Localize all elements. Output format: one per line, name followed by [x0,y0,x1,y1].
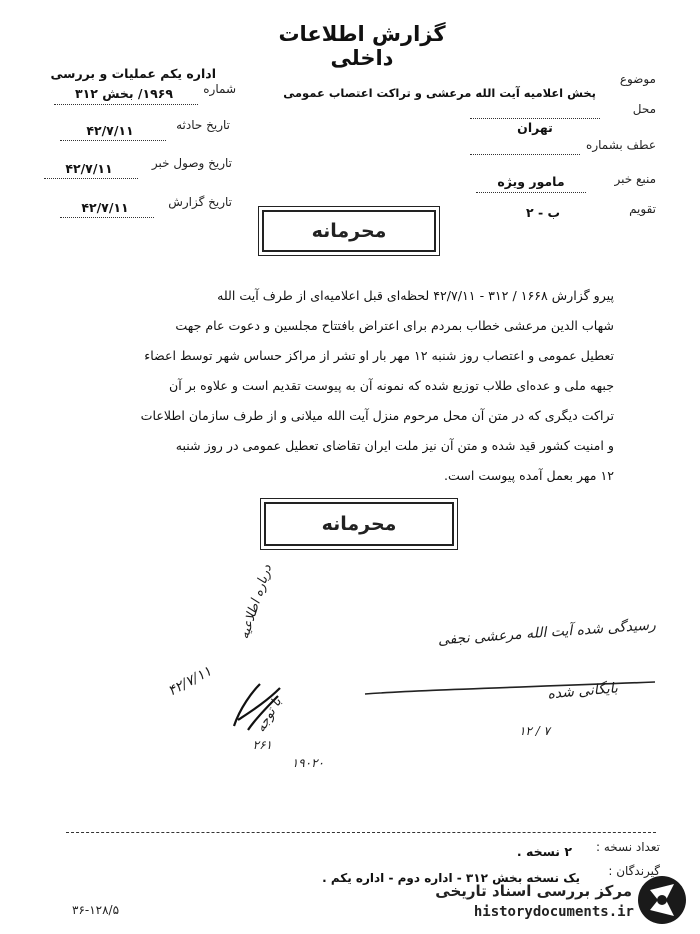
department-name: اداره یکم عملیات و بررسی [50,66,216,81]
body-line-3: تعطیل عمومی و اعتصاب روز شنبه ۱۲ مهر بار او تشر از مراکز حساس شهر توسط اعضاء [144,348,614,363]
incident-date-label: تاریخ حادثه [176,118,230,132]
report-date-value: ۴۲/۷/۱۱ [81,200,129,215]
number-label: شماره [203,82,236,96]
watermark-text: مرکز بررسی اسناد تاریخی [435,882,632,900]
report-date-dotted-line [60,217,154,218]
body-line-7: ۱۲ مهر بعمل آمده پیوست است. [443,468,614,483]
receipt-date-label: تاریخ وصول خبر [151,156,232,170]
handwritten-note-left: درباره اطلاعیه [236,562,276,641]
handwritten-initials: ۱۲ / ۷ [518,724,550,738]
source-dotted-line [476,192,586,193]
reference-label: عطف بشماره [586,138,656,152]
footer-divider [66,832,656,833]
number-dotted-line [54,104,198,105]
body-line-6: و امنیت کشور قید شده و متن آن نیز ملت ایران تقاضای تعطیل عمومی در روز شنبه [175,438,614,453]
incident-date-dotted-line [60,140,166,141]
body-line-5: تراکت دیگری که در متن آن محل مرحوم منزل آیت الله میلانی و از طرف سازمان اطلاعات [140,408,614,423]
evaluation-value: ب - ۲ [525,205,561,220]
receipt-date-dotted-line [44,178,138,179]
handwritten-note-right: رسیدگی شده آیت الله مرعشی نجفی [437,617,657,649]
evaluation-label: تقویم [629,202,656,216]
receipt-date-value: ۴۲/۷/۱۱ [65,161,113,176]
reference-dotted-line [470,154,580,155]
report-date-label: تاریخ گزارش [168,195,232,209]
body-line-4: جبهه ملی و عده‌ای طلاب توزیع شده که نمونه آن به پیوست تقدیم است و علاوه بر آن [168,378,614,393]
location-dotted-line-1 [470,118,600,119]
location-label: محل [632,102,656,116]
handwritten-number-261: ۲۶۱ [252,738,272,752]
subject-value: پخش اعلامیه آیت الله مرعشی و تراکت اعتصاب عمومی [283,86,596,100]
copies-value: ۲ نسخه . [516,844,572,859]
confidential-stamp-bottom: محرمانه [264,502,454,546]
subject-label: موضوع [619,72,656,86]
copies-label: تعداد نسخه : [595,840,660,854]
confidential-stamp-top: محرمانه [262,210,436,252]
location-value: تهران [517,120,553,135]
report-title: گزارش اطلاعات داخلی [278,22,446,70]
recipients-value: یک نسخه بخش ۳۱۲ - اداره دوم - اداره یکم . [322,871,580,885]
watermark-logo-icon [636,874,688,926]
handwritten-note-left-3: با توجه [253,695,285,736]
handwritten-number-bottom: ۱۹۰۲۰ [291,756,324,770]
archive-code: ۳۶-۱۲۸/۵ [72,903,120,917]
incident-date-value: ۴۲/۷/۱۱ [86,123,134,138]
source-label: منبع خبر [614,172,656,186]
handwritten-date-left: ۴۲/۷/۱۱ [165,663,215,700]
recipients-label: گیرندگان : [608,864,660,878]
handwritten-note-archived: بایگانی شده [546,680,619,703]
watermark-url: historydocuments.ir [473,904,634,920]
number-value: ۱۹۶۹/ بخش ۳۱۲ [74,86,174,101]
body-line-1: پیرو گزارش ۱۶۶۸ / ۳۱۲ - ۴۲/۷/۱۱ لحظه‌ای قبل اعلامیه‌ای از طرف آیت الله [217,288,614,303]
source-value: مامور ویژه [497,174,565,189]
body-line-2: شهاب الدین مرعشی خطاب بمردم برای اعتراض بافتتاح مجلسین و دعوت عام جهت [175,318,614,333]
